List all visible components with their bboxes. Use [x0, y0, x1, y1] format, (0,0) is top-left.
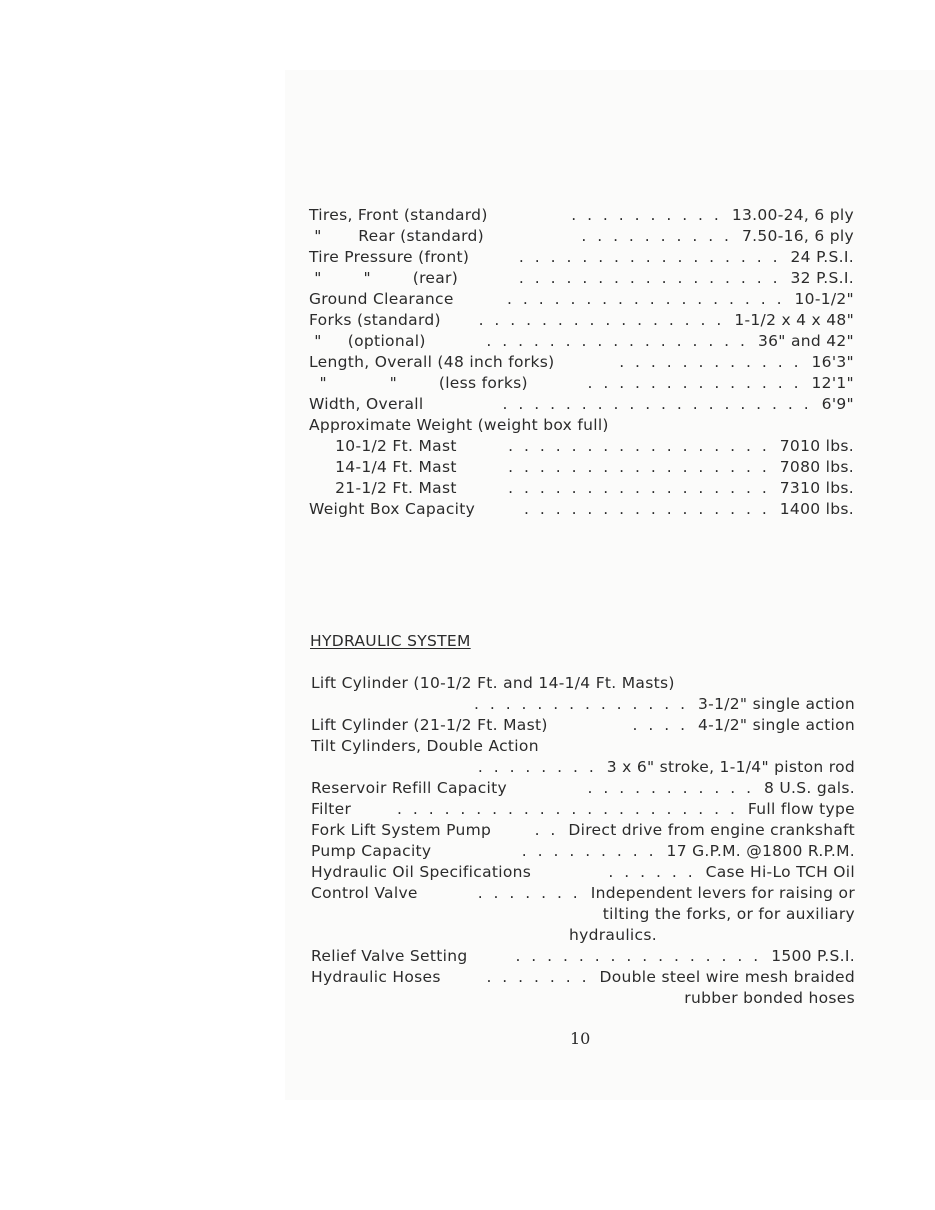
hydraulic-value: 3-1/2" single action — [698, 695, 855, 713]
hydraulic-value: tilting the forks, or for auxiliary — [602, 905, 855, 923]
spec-row — [309, 394, 854, 415]
spec-value: 7010 lbs. — [779, 437, 854, 455]
hydraulic-value: rubber bonded hoses — [684, 989, 855, 1007]
hydraulic-row — [311, 820, 855, 841]
spec-label: Weight Box Capacity — [309, 500, 476, 518]
hydraulic-row — [311, 904, 855, 925]
spec-value: 36" and 42" — [757, 332, 854, 350]
spec-label: " (optional) — [309, 332, 426, 350]
hydraulic-label: Relief Valve Setting — [311, 947, 468, 965]
hydraulic-label: Lift Cylinder (21-1/2 Ft. Mast) — [311, 716, 548, 734]
hydraulic-leader-dots: . . . . . . . . . — [521, 842, 657, 860]
spec-row — [309, 373, 854, 394]
spec-value: 1-1/2 x 4 x 48" — [734, 311, 854, 329]
hydraulic-row — [311, 883, 855, 904]
spec-label: " " (less forks) — [309, 374, 528, 392]
spec-row — [309, 457, 854, 478]
spec-value: 7080 lbs. — [779, 458, 854, 476]
hydraulic-label: Reservoir Refill Capacity — [311, 779, 508, 797]
hydraulic-leader-dots: . . . . . . . . . . . . . . . . — [515, 947, 762, 965]
spec-leader-dots: . . . . . . . . . . . . . . . . . — [508, 437, 770, 455]
hydraulic-value: Full flow type — [747, 800, 855, 818]
spec-value: 13.00-24, 6 ply — [731, 206, 854, 224]
spec-value: 7.50-16, 6 ply — [742, 227, 854, 245]
spec-value: 12'1" — [811, 374, 854, 392]
spec-label: 21-1/2 Ft. Mast — [309, 479, 457, 497]
hydraulic-value: 3 x 6" stroke, 1-1/4" piston rod — [606, 758, 855, 776]
hydraulic-label: Pump Capacity — [311, 842, 432, 860]
hydraulic-value: 1500 P.S.I. — [771, 947, 855, 965]
hydraulic-leader-dots: . . . . . . . . . . . . . . — [473, 695, 689, 713]
spec-label: " Rear (standard) — [309, 227, 484, 245]
spec-value: 10-1/2" — [794, 290, 854, 308]
hydraulic-row — [311, 673, 855, 694]
hydraulic-row — [311, 925, 855, 946]
hydraulic-row — [311, 736, 855, 757]
spec-row — [309, 331, 854, 352]
spec-leader-dots: . . . . . . . . . . — [571, 206, 722, 224]
hydraulic-leader-dots: . . . . . . . . . . . — [587, 779, 754, 797]
spec-leader-dots: . . . . . . . . . . — [581, 227, 732, 245]
spec-row — [309, 352, 854, 373]
hydraulic-row — [311, 694, 855, 715]
hydraulic-value: Independent levers for raising or — [590, 884, 855, 902]
hydraulic-value: 8 U.S. gals. — [764, 779, 855, 797]
spec-label: Tires, Front (standard) — [309, 206, 488, 224]
spec-row — [309, 247, 854, 268]
spec-row — [309, 478, 854, 499]
hydraulic-row — [311, 715, 855, 736]
hydraulic-label: Control Valve — [311, 884, 418, 902]
spec-leader-dots: . . . . . . . . . . . . . . . . . — [486, 332, 748, 350]
hydraulic-value: hydraulics. — [569, 926, 657, 944]
spec-value: 32 P.S.I. — [790, 269, 854, 287]
spec-label: Forks (standard) — [309, 311, 441, 329]
hydraulic-value: Case Hi-Lo TCH Oil — [705, 863, 855, 881]
hydraulic-leader-dots: . . . . . . . — [486, 968, 590, 986]
hydraulic-leader-dots: . . . . . . . . — [477, 758, 597, 776]
spec-leader-dots: . . . . . . . . . . . . . . . . . — [518, 269, 781, 287]
spec-leader-dots: . . . . . . . . . . . . . . . . — [524, 500, 770, 518]
spec-label: " " (rear) — [309, 269, 459, 287]
hydraulic-row — [311, 988, 855, 1009]
spec-label: 14-1/4 Ft. Mast — [309, 458, 457, 476]
hydraulic-row — [311, 946, 855, 967]
hydraulic-label: Filter — [311, 800, 352, 818]
spec-value: 6'9" — [821, 395, 854, 413]
spec-row — [309, 268, 854, 289]
hydraulic-leader-dots: . . . . . . — [608, 863, 696, 881]
spec-leader-dots: . . . . . . . . . . . . . . . . . — [508, 458, 770, 476]
spec-leader-dots: . . . . . . . . . . . . . . . . . . — [507, 290, 785, 308]
spec-label: Ground Clearance — [309, 290, 454, 308]
spec-row — [309, 436, 854, 457]
hydraulic-value: 4-1/2" single action — [698, 716, 855, 734]
spec-leader-dots: . . . . . . . . . . . . . . . . — [478, 311, 725, 329]
hydraulic-value: Direct drive from engine crankshaft — [568, 821, 855, 839]
spec-value: 16'3" — [811, 353, 854, 371]
hydraulic-leader-dots: . . — [534, 821, 559, 839]
spec-label: 10-1/2 Ft. Mast — [309, 437, 457, 455]
spec-value: 1400 lbs. — [779, 500, 854, 518]
hydraulic-label: Tilt Cylinders, Double Action — [311, 737, 539, 755]
hydraulic-leader-dots: . . . . . . . . . . . . . . . . . . . . . . — [397, 800, 738, 818]
spec-value: 24 P.S.I. — [790, 248, 854, 266]
hydraulic-label: Lift Cylinder (10-1/2 Ft. and 14-1/4 Ft. Masts) — [311, 674, 675, 692]
hydraulic-row — [311, 862, 855, 883]
spec-label: Tire Pressure (front) — [309, 248, 470, 266]
hydraulic-value: 17 G.P.M. @1800 R.P.M. — [666, 842, 855, 860]
spec-leader-dots: . . . . . . . . . . . . — [619, 353, 802, 371]
spec-row — [309, 415, 854, 436]
hydraulic-row — [311, 778, 855, 799]
hydraulic-label: Fork Lift System Pump — [311, 821, 492, 839]
spec-label: Approximate Weight (weight box full) — [309, 416, 609, 434]
hydraulic-leader-dots: . . . . . . . — [477, 884, 581, 902]
spec-leader-dots: . . . . . . . . . . . . . . . . . — [518, 248, 781, 266]
page-number: 10 — [570, 1029, 591, 1048]
hydraulic-leader-dots: . . . . — [632, 716, 689, 734]
spec-row — [309, 226, 854, 247]
hydraulic-label: Hydraulic Oil Specifications — [311, 863, 532, 881]
hydraulic-system-heading: HYDRAULIC SYSTEM — [310, 632, 471, 650]
spec-leader-dots: . . . . . . . . . . . . . . . . . . . . — [502, 395, 812, 413]
spec-row — [309, 289, 854, 310]
hydraulic-row — [311, 841, 855, 862]
spec-row — [309, 205, 854, 226]
spec-value: 7310 lbs. — [779, 479, 854, 497]
hydraulic-row — [311, 799, 855, 820]
spec-row — [309, 310, 854, 331]
spec-label: Width, Overall — [309, 395, 424, 413]
spec-leader-dots: . . . . . . . . . . . . . . — [587, 374, 802, 392]
hydraulic-row — [311, 967, 855, 988]
spec-leader-dots: . . . . . . . . . . . . . . . . . — [508, 479, 770, 497]
spec-row — [309, 499, 854, 520]
hydraulic-label: Hydraulic Hoses — [311, 968, 441, 986]
hydraulic-value: Double steel wire mesh braided — [599, 968, 855, 986]
spec-label: Length, Overall (48 inch forks) — [309, 353, 555, 371]
hydraulic-row — [311, 757, 855, 778]
